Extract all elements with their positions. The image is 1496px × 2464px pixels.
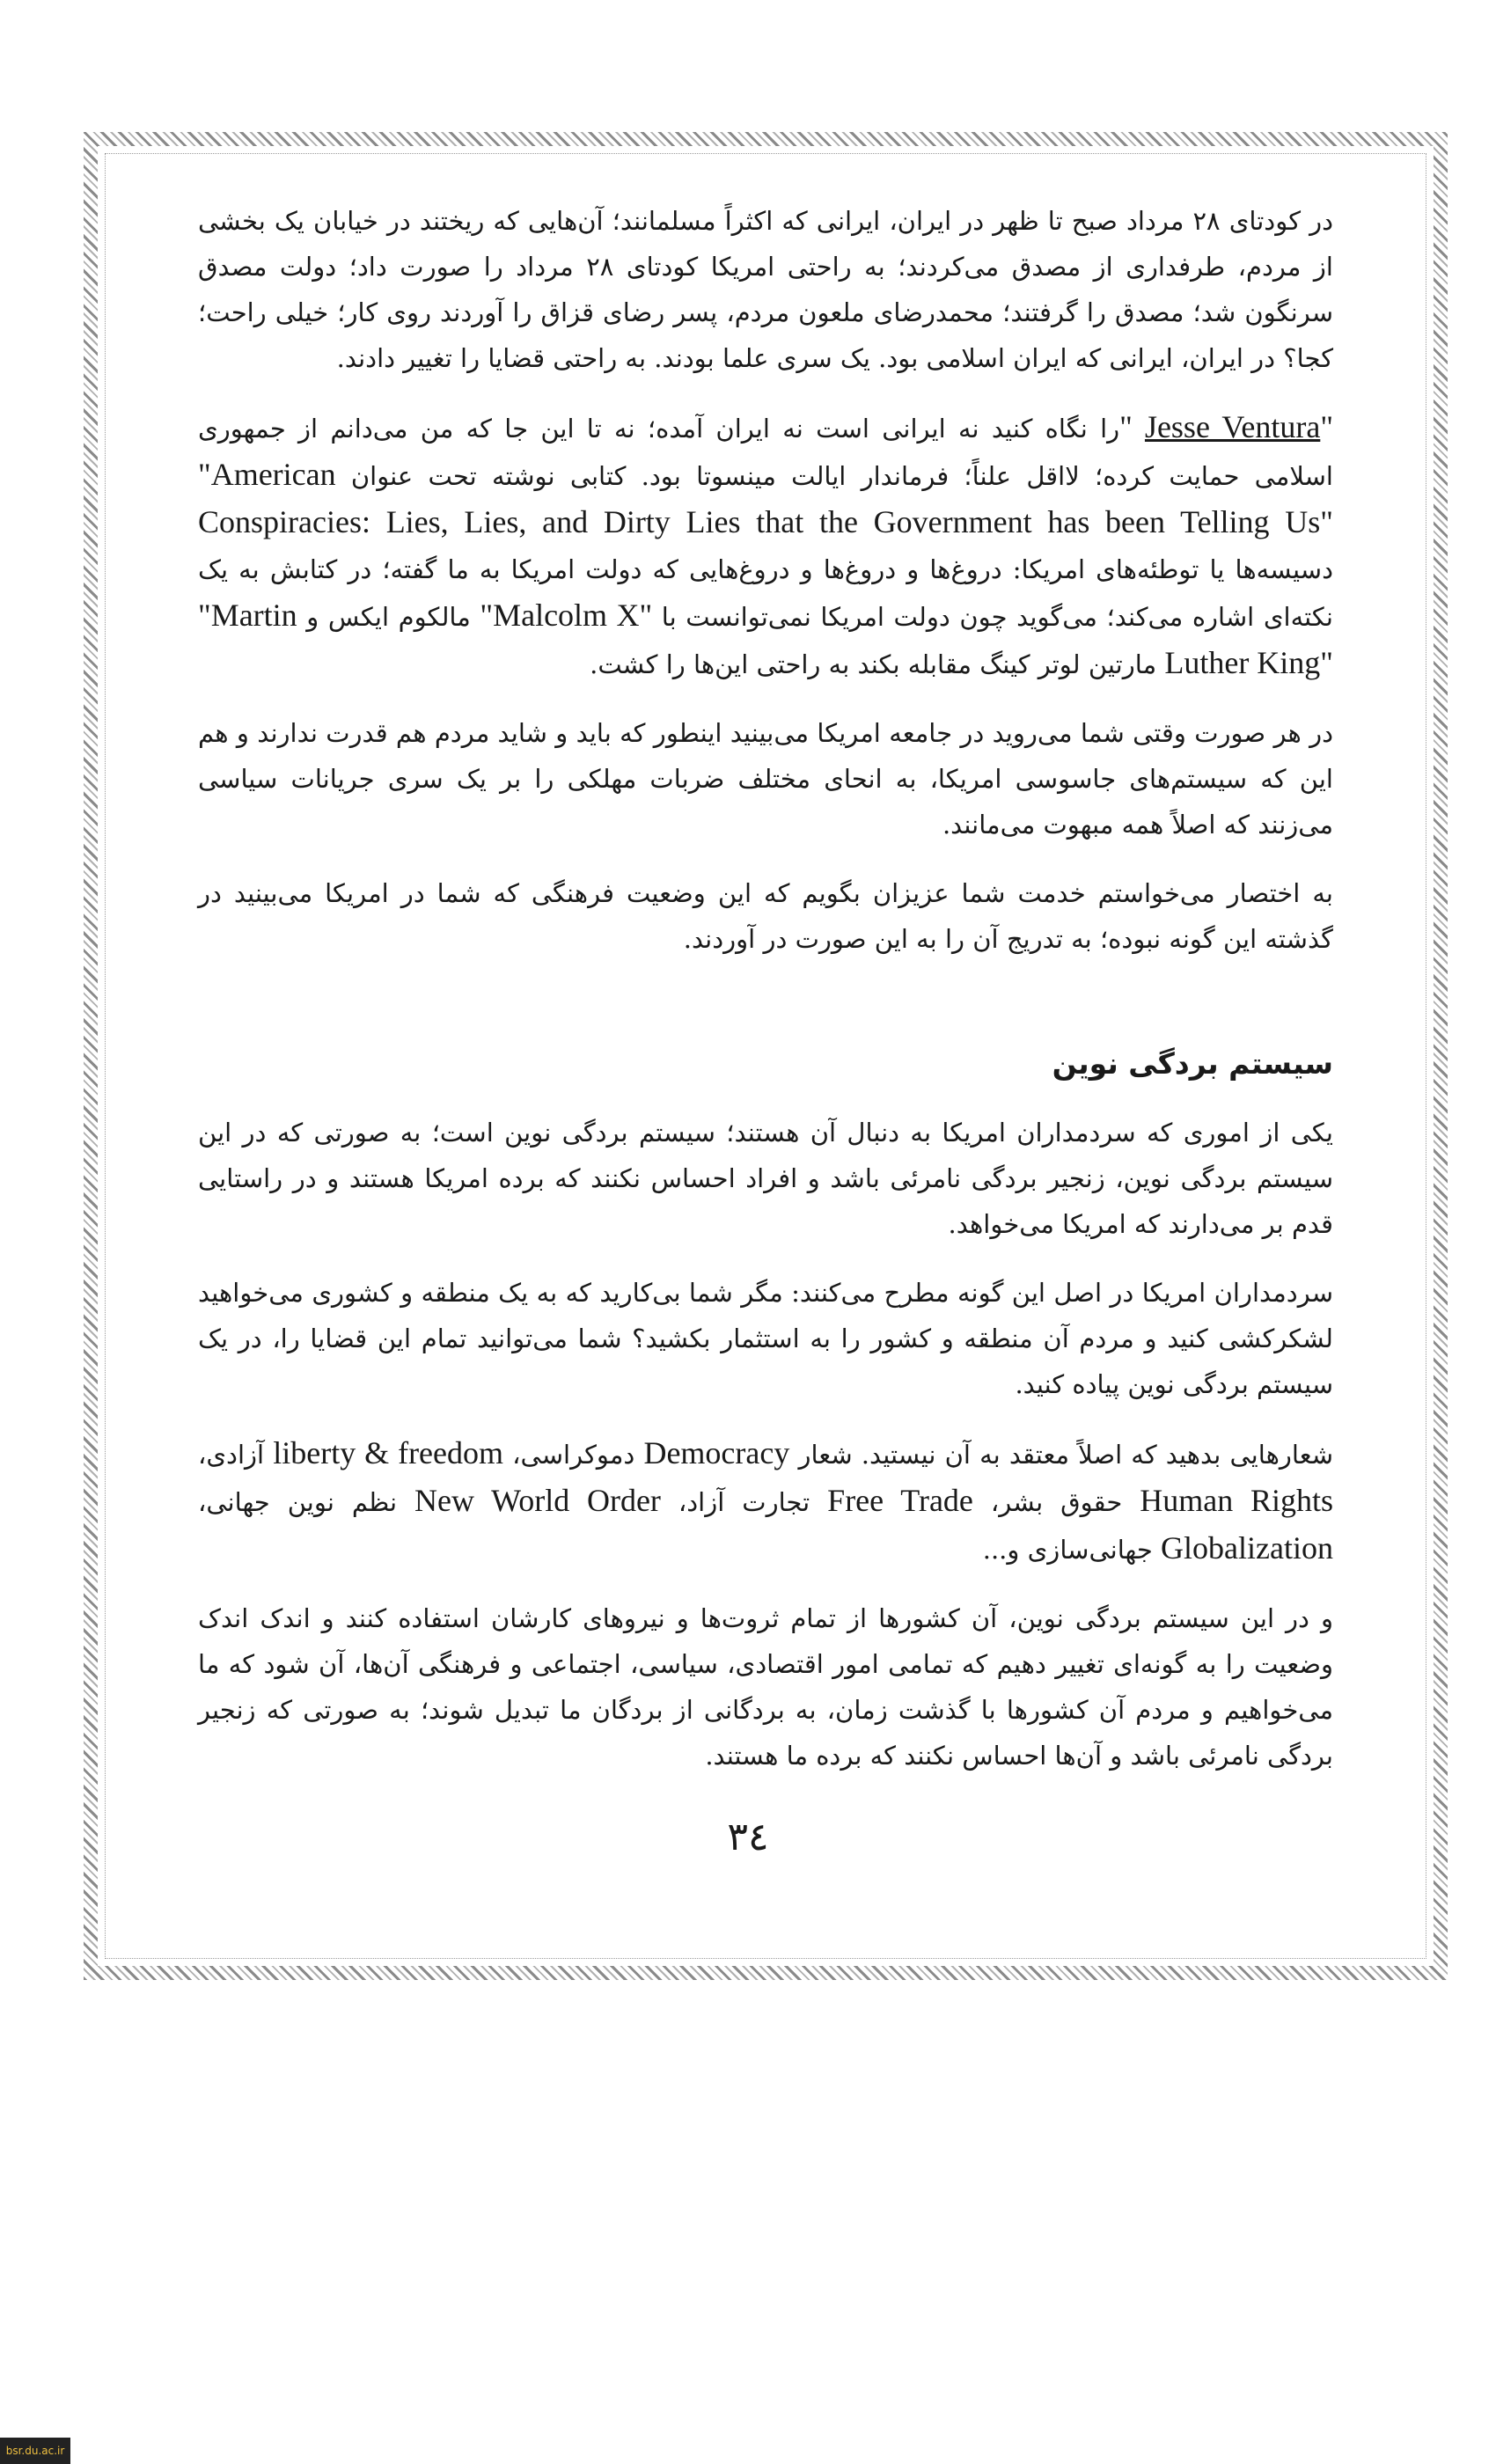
paragraph-text: مالکوم ایکس و	[297, 602, 480, 632]
latin-term: "Martin Luther King"	[198, 598, 1333, 680]
paragraph	[198, 1270, 1333, 1407]
latin-term: Human Rights	[1140, 1483, 1333, 1518]
paragraph-text: شعارهایی بدهید که اصلاً معتقد به آن نیستید. شعار	[789, 1440, 1333, 1470]
paragraph-text: یکی از اموری که سردمداران امریکا به دنبال آن هستند؛ سیستم بردگی نوین است؛ به صورتی که در این سیستم بردگی نوین، زنجیر بردگی نامرئی باشد و افراد احساس نکنند که برده امریکا هستند و در راستایی قدم بر می‌دارند که امریکا می‌خواهد.	[198, 1118, 1333, 1239]
page-number: ۳٤	[727, 1815, 769, 1859]
paragraph	[198, 1430, 1333, 1573]
latin-term: "Malcolm X"	[480, 598, 653, 633]
latin-term: "	[1320, 409, 1334, 444]
latin-term: Globalization	[1161, 1530, 1333, 1566]
paragraph	[198, 1595, 1333, 1778]
latin-term: "	[1119, 409, 1145, 444]
latin-term: Free Trade	[827, 1483, 973, 1518]
paragraph-text: نظم نوین جهانی،	[198, 1487, 415, 1517]
paragraph	[198, 870, 1333, 962]
page-content	[198, 198, 1333, 1801]
paragraph-text: دسیسه‌ها یا توطئه‌های امریکا: دروغ‌ها و دروغ‌ها و دروغ‌هایی که دولت امریکا به ما گفته؛ در کتابش به یک نکته‌ای اشاره می‌کند؛ می‌گوید چون دولت امریکا نمی‌توانست با	[198, 554, 1333, 632]
paragraph-text: آزادی،	[198, 1440, 274, 1470]
paragraph-text: به اختصار می‌خواستم خدمت شما عزیزان بگویم که این وضعیت فرهنگی که شما در امریکا می‌بینید در گذشته این گونه نبوده؛ به تدریج آن را به این صورت در آوردند.	[198, 878, 1333, 954]
paragraph	[198, 710, 1333, 847]
paragraph	[198, 404, 1333, 687]
paragraph-text: را نگاه کنید نه ایرانی است نه ایران آمده؛ نه تا این جا که من می‌دانم از جمهوری اسلامی حمایت کرده؛ لااقل علناً؛ فرماندار ایالت مینسوتا بود. کتابی نوشته تحت عنوان	[198, 414, 1333, 491]
paragraph-text: و در این سیستم بردگی نوین، آن کشورها از تمام ثروت‌ها و نیروهای کارشان استفاده کنند و اندک اندک وضعیت را به گونه‌ای تغییر دهیم که تمامی امور اقتصادی، سیاسی، اجتماعی و فرهنگی آن‌ها، آن شود که ما می‌خواهیم و مردم آن کشورها با گذشت زمان، به بردگانی از بردگان ما تبدیل شوند؛ به صورتی که زنجیر بردگی نامرئی باشد و آن‌ها احساس نکنند که برده ما هستند.	[198, 1603, 1333, 1771]
paragraph-text: حقوق بشر،	[972, 1487, 1140, 1517]
section-paragraphs	[198, 1110, 1333, 1778]
footer-watermark-stamp: bsr.du.ac.ir	[0, 2438, 70, 2464]
paragraph-text: در کودتای ۲۸ مرداد صبح تا ظهر در ایران، ایرانی که اکثراً مسلمانند؛ آن‌هایی که ریختند در خیابان یک بخشی از مردم، طرفداری از مصدق می‌کردند؛ به راحتی امریکا کودتای ۲۸ مرداد را صورت داد؛ دولت مصدق سرنگون شد؛ مصدق را گرفتند؛ محمدرضای ملعون مردم، پسر رضای قزاق را آوردند روی کار؛ خیلی راحت؛ کجا؟ در ایران، ایرانی که ایران اسلامی بود. یک سری علما بودند. به راحتی قضایا را تغییر دادند.	[198, 206, 1333, 373]
latin-term: New World Order	[414, 1483, 661, 1518]
latin-term: "American Conspiracies: Lies, Lies, and Dirty Lies that the Government has been Telling Us"	[198, 457, 1333, 539]
latin-term: liberty & freedom	[273, 1435, 504, 1470]
paragraph-text: تجارت آزاد،	[660, 1487, 828, 1517]
paragraph-text: دموکراسی،	[503, 1440, 644, 1470]
section-heading: سیستم بردگی نوین	[1052, 1046, 1333, 1081]
paragraph-text: جهانی‌سازی و...	[982, 1535, 1162, 1565]
paragraph-text: سردمداران امریکا در اصل این گونه مطرح می‌کنند: مگر شما بی‌کارید که به یک منطقه و کشوری می‌خواهید لشکرکشی کنید و مردم آن منطقه و کشور را به استثمار بکشید؟ شما می‌توانید تمام این قضایا را، در یک سیستم بردگی نوین پیاده کنید.	[198, 1278, 1333, 1399]
paragraph	[198, 198, 1333, 381]
body-paragraphs	[198, 198, 1333, 962]
paragraph-text: مارتین لوتر کینگ مقابله بکند به راحتی این‌ها را کشت.	[590, 649, 1165, 679]
latin-term: Jesse Ventura	[1144, 409, 1321, 444]
latin-term: Democracy	[643, 1435, 790, 1470]
paragraph	[198, 1110, 1333, 1247]
paragraph-text: در هر صورت وقتی شما می‌روید در جامعه امریکا می‌بینید اینطور که باید و شاید مردم هم قدرت ندارند و هم این که سیستم‌های جاسوسی امریکا، به انحای مختلف ضربات مهلکی را بر یک سری جریانات سیاسی می‌زنند که اصلاً همه مبهوت می‌مانند.	[198, 718, 1333, 840]
